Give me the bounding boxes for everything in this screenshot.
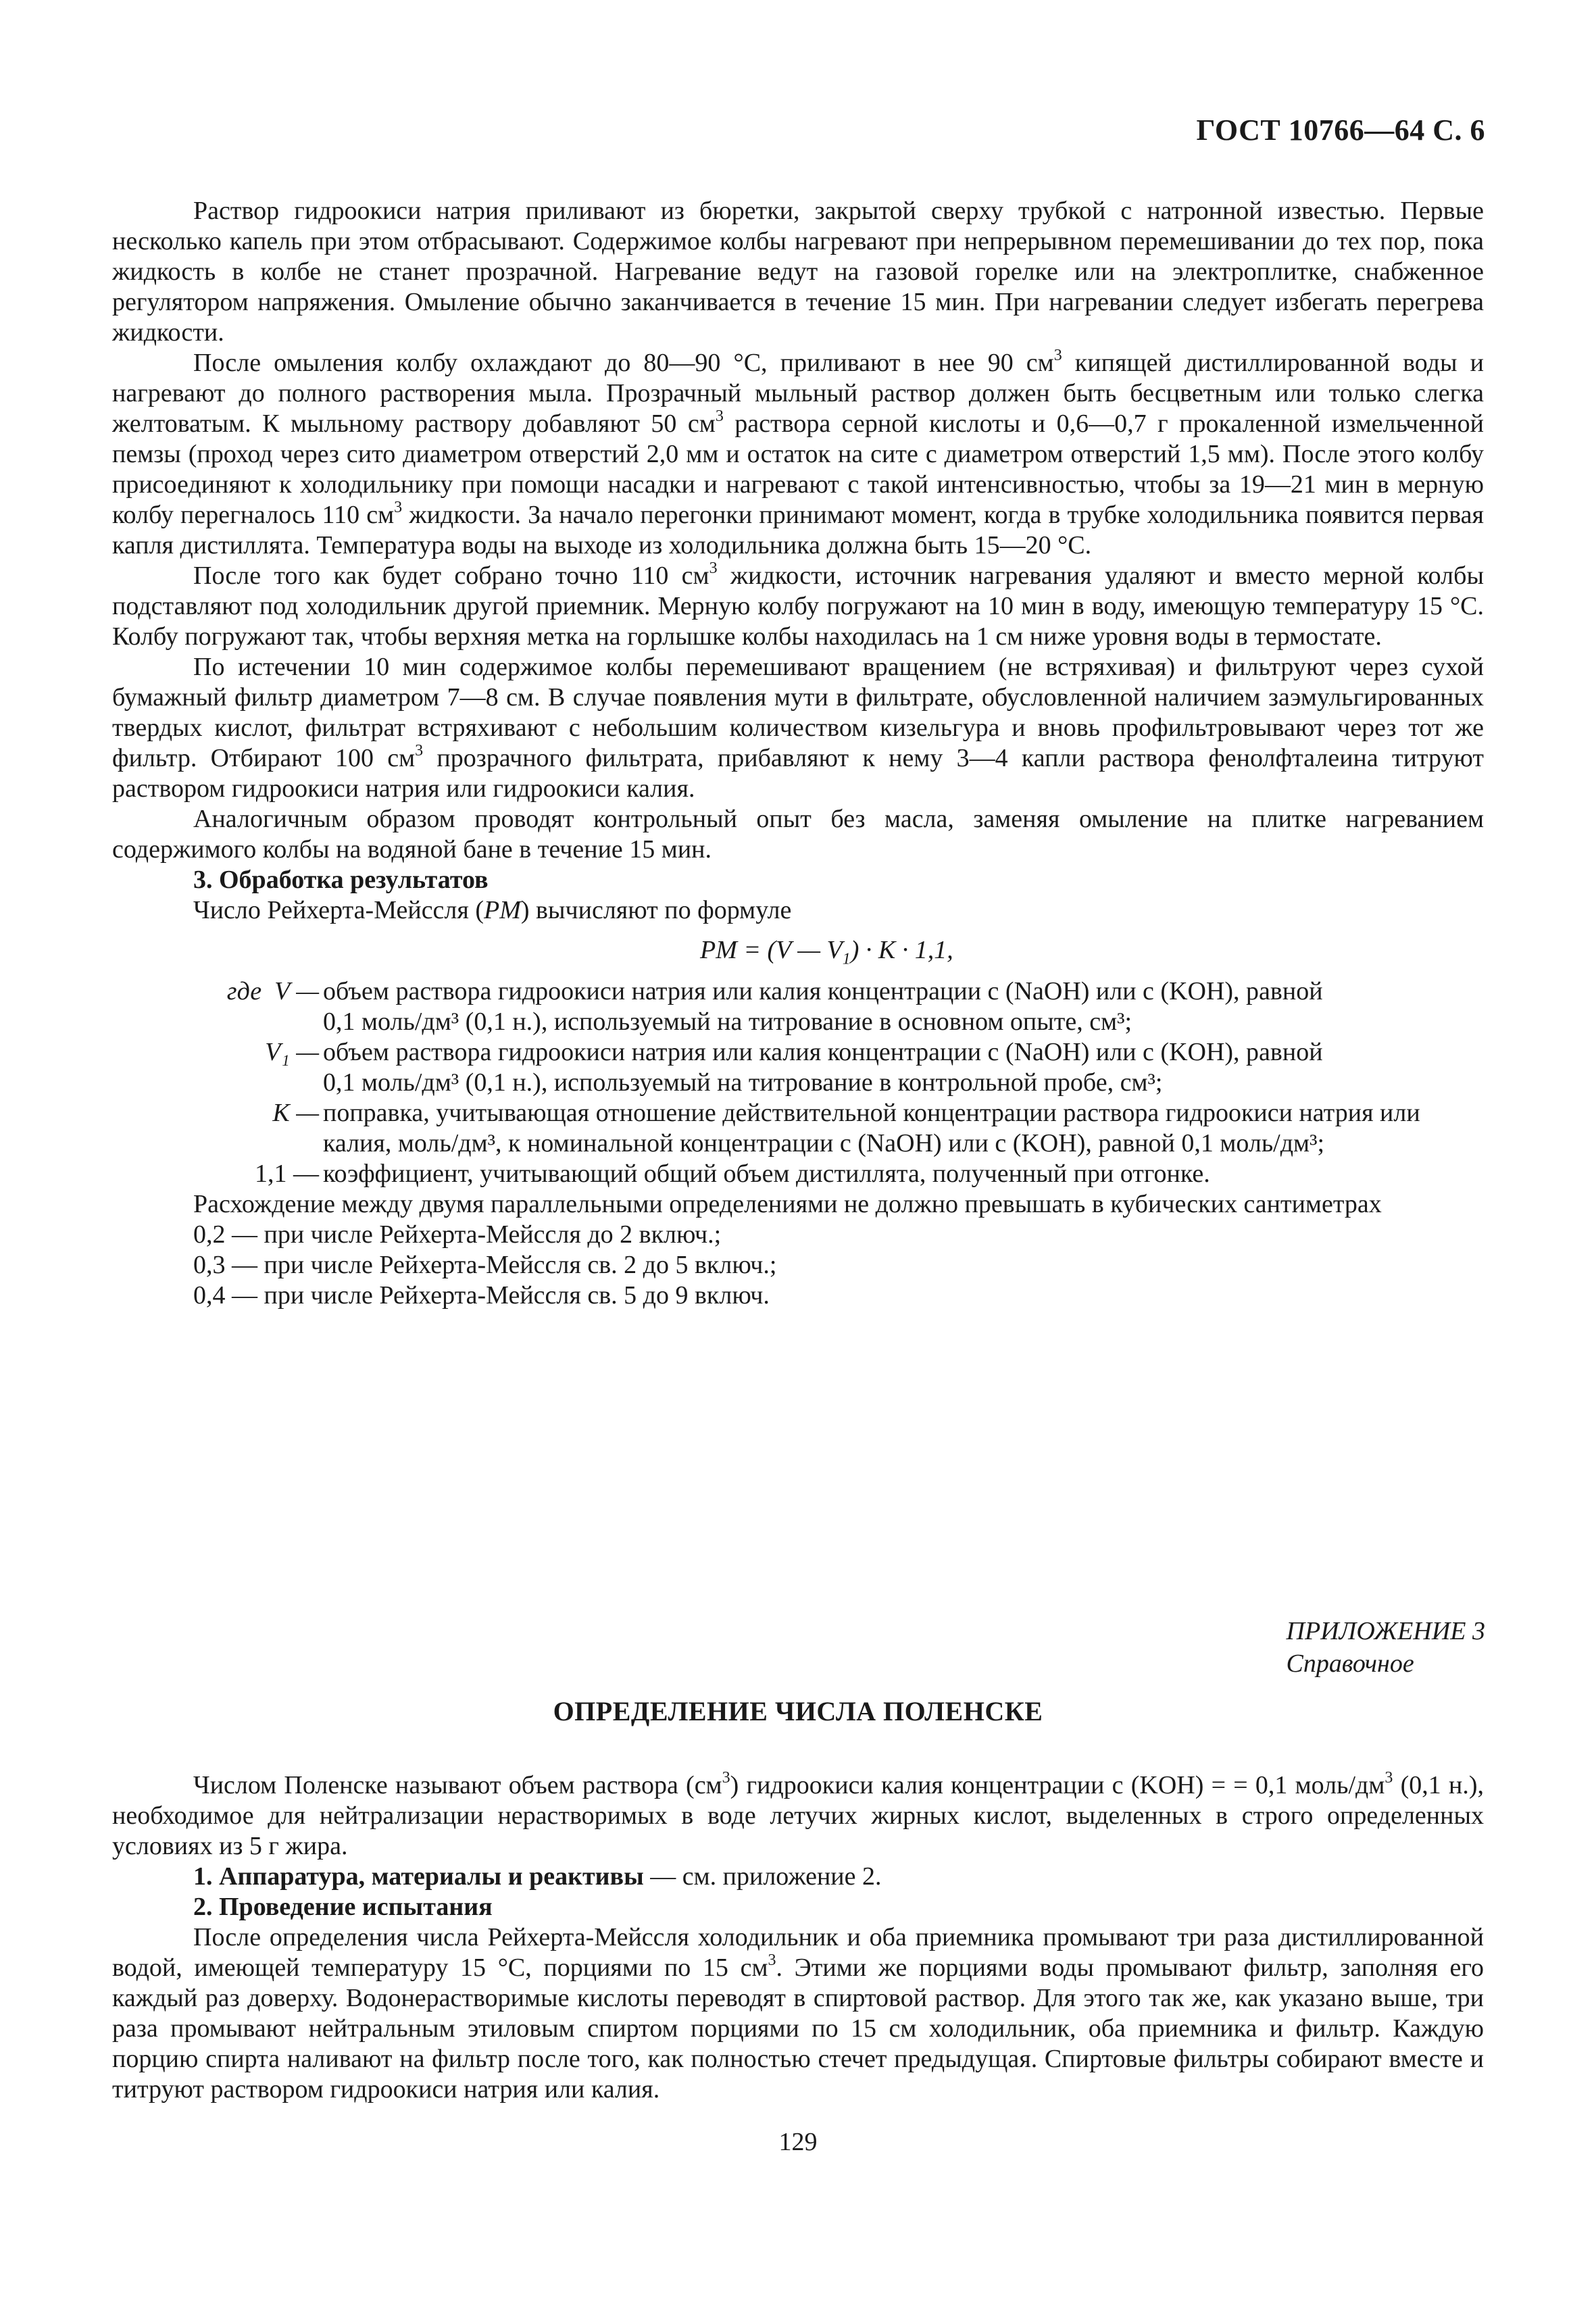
procedure-text [112,196,1484,1311]
appendix-type: Справочное [1286,1649,1414,1678]
tolerance-item: 0,4 — при числе Рейхерта-Мейссля св. 5 до 9 включ. [193,1281,770,1310]
paragraph-definition: Числом Поленске называют объем раствора $(см^3)$ гидроокиси калия концентрации c (KOH) = = 0,1 моль/$дм^3$ (0,1 н.), необходимое для нейтрализации нерастворимых в воде летучих жирных кислот, выделенных в строго определенных условиях из 5 г жира. [112,1769,1484,1860]
definition-text: объем раствора гидроокиси натрия или калия концентрации c (NaOH) или c (KOH), равной [323,1038,1323,1066]
appendix-text [112,1770,1484,2105]
appendix-number: ПРИЛОЖЕНИЕ 3 [1286,1617,1485,1645]
formula-definitions [112,976,1484,1189]
definition-symbol: 1,1 — [255,1160,319,1188]
definition-text: объем раствора гидроокиси натрия или калия концентрации c (NaOH) или c (KOH), равной [323,977,1323,1005]
definition-row [112,1159,1484,1189]
page-number: 129 [778,2128,818,2156]
definition-text: поправка, учитывающая отношение действительной концентрации раствора гидроокиси натрия или [323,1099,1420,1127]
page-header: ГОСТ 10766—64 С. 6 [1196,114,1485,147]
definition-text-cont: 0,1 моль/дм³ (0,1 н.), используемый на титрование в основном опыте, см³; [323,1007,1132,1036]
tolerance-item: 0,2 — при числе Рейхерта-Мейссля до 2 включ.; [193,1220,722,1249]
definition-row [112,1037,1484,1098]
definition-row [112,976,1484,1037]
paragraph-distillation: После омыления колбу охлаждают до 80—90 °С, приливают в нее 90 $см^3$ кипящей дистиллированной воды и нагревают до полного растворения мыла. Прозрачный мыльный раствор должен быть бесцветным или только слегка желтоватым. К мыльному раствору добавляют 50 $см^3$ раствора серной кислоты и 0,6—0,7 г прокаленной измельченной пемзы (проход через сито диаметром отверстий 2,0 мм и остаток на сите с диаметром отверстий 1,5 мм). После этого колбу присоединяют к холодильнику при помощи насадки и нагревают с такой интенсивностью, чтобы за 19—21 мин в мерную колбу перегналось 110 $см^3$ жидкости. За начало перегонки принимают момент, когда в трубке холодильника появится первая капля дистиллята. Температура воды на выходе из холодильника должна быть 15—20 °С. [112,347,1485,559]
definition-text-cont: 0,1 моль/дм³ (0,1 н.), используемый на титрование в контрольной пробе, см³; [323,1068,1163,1097]
definition-row [112,1098,1484,1159]
definition-text-cont: калия, моль/дм³, к номинальной концентрации c (NaOH) или c (KOH), равной 0,1 моль/дм³; [323,1129,1325,1158]
formula-lead: Число Рейхерта-Мейссля (PM) вычисляют по формуле [193,896,792,924]
tolerance-item: 0,3 — при числе Рейхерта-Мейссля св. 2 до 5 включ.; [193,1251,777,1279]
appendix-label [1287,1615,1485,1680]
paragraph-saponification: Раствор гидроокиси натрия приливают из бюретки, закрытой сверху трубкой с натронной известью. Первые несколько капель при этом отбрасывают. Содержимое колбы нагревают при непрерывном перемешивании до тех пор, пока жидкость в колбе не станет прозрачной. Нагревание ведут на газовой горелке или на электроплитке, снабженное регулятором напряжения. Омыление обычно заканчивается в течение 15 мин. При нагревании следует избегать перегрева жидкости. [112,197,1484,347]
paragraph-control-test: Аналогичным образом проводят контрольный опыт без масла, заменяя омыление на плитке нагреванием содержимого колбы на водяной бане в течение 15 мин. [112,805,1484,864]
formula: PM = (V — $V_1) \cdot K \cdot 1,1$, [700,936,953,968]
appendix-item-apparatus: 1. Аппаратура, материалы и реактивы — см. приложение 2. [193,1862,882,1891]
definition-symbol: V₁ — [265,1038,319,1066]
appendix-item-procedure: 2. Проведение испытания [193,1893,493,1921]
paragraph-cooling: После того как будет собрано точно 110 $см^3$ жидкости, источник нагревания удаляют и вместо мерной колбы подставляют под холодильник другой приемник. Мерную колбу погружают на 10 мин в воду, имеющую температуру 15 °С. Колбу погружают так, чтобы верхняя метка на горлышке колбы находилась на 1 см ниже уровня воды в термостате. [112,559,1484,651]
definition-symbol: где V — [226,977,319,1005]
tolerance-intro: Расхождение между двумя параллельными определениями не должно превышать в кубических сантиметрах [193,1190,1382,1218]
paragraph-rinsing: После определения числа Рейхерта-Мейссля холодильник и оба приемника промывают три раза дистиллированной водой, имеющей температуру 15 °С, порциями по 15 $см^3$. Этими же порциями воды промывают фильтр, заполняя его каждый раз доверху. Водонерастворимые кислоты переводят в спиртовой раствор. Для этого так же, как указано выше, три раза промывают нейтральным этиловым спиртом порциями по 15 см холодильник, оба приемника и фильтр. Каждую порцию спирта наливают на фильтр после того, как полностью стечет предыдущая. Спиртовые фильтры собирают вместе и титруют раствором гидроокиси натрия или калия. [112,1923,1484,2104]
definition-text: коэффициент, учитывающий общий объем дистиллята, полученный при отгонке. [323,1160,1210,1188]
paragraph-filtering: По истечении 10 мин содержимое колбы перемешивают вращением (не встряхивая) и фильтруют через сухой бумажный фильтр диаметром 7—8 см. В случае появления мути в фильтрате, обусловленной наличием заэмульгированных твердых кислот, фильтрат встряхивают с небольшим количеством кизельгура и вновь профильтровывают через тот же фильтр. Отбирают 100 $см^3$ прозрачного фильтрата, прибавляют к нему 3—4 капли раствора фенолфталеина титруют раствором гидроокиси натрия или гидроокиси калия. [112,653,1484,803]
section-heading-results: 3. Обработка результатов [193,866,489,894]
definition-symbol: K — [272,1099,319,1127]
appendix-title: ОПРЕДЕЛЕНИЕ ЧИСЛА ПОЛЕНСКЕ [553,1696,1043,1726]
